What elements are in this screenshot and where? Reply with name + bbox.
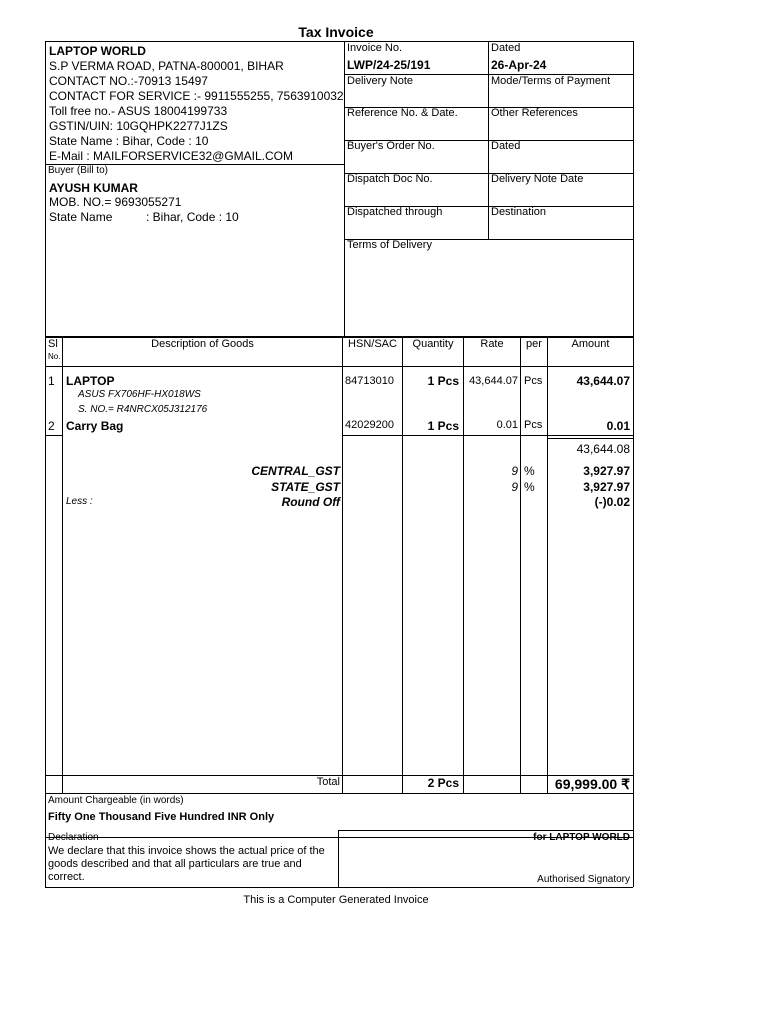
- item-sl: 2: [48, 419, 55, 433]
- seller-gstin: GSTIN/UIN: 10GQHPK2277J1ZS: [49, 119, 228, 133]
- col-header-amount: Amount: [571, 338, 610, 350]
- seller-address: S.P VERMA ROAD, PATNA-800001, BIHAR: [49, 59, 284, 73]
- col-qty-divider: [463, 337, 464, 793]
- col-header-per: per: [526, 338, 542, 350]
- buyer-state-label: State Name: [49, 210, 113, 224]
- buyer-mobile: MOB. NO.= 9693055271: [49, 195, 182, 209]
- item-amount: 0.01: [606, 419, 630, 433]
- signatory-box-top: [338, 830, 633, 831]
- item-model: ASUS FX706HF-HX018WS: [78, 389, 201, 400]
- total-label: Total: [316, 776, 340, 788]
- item-per: Pcs: [524, 419, 543, 431]
- col-sl-divider: [62, 337, 63, 793]
- total-qty: 2 Pcs: [427, 776, 459, 790]
- buyer-name: AYUSH KUMAR: [49, 181, 138, 195]
- seller-service: CONTACT FOR SERVICE :- 9911555255, 7563910032: [49, 89, 344, 103]
- buyer-state-value: : Bihar, Code : 10: [146, 210, 239, 224]
- buyer-label: Buyer (Bill to): [48, 165, 109, 176]
- dispatched-through-label: Dispatched through: [347, 206, 443, 218]
- roundoff-amount: (-)0.02: [594, 495, 630, 509]
- table-total-bottom: [45, 793, 633, 794]
- table-top-border: [45, 336, 633, 338]
- delivery-note-label: Delivery Note: [347, 75, 414, 87]
- tax-name: CENTRAL_GST: [251, 464, 340, 478]
- buyers-order-label: Buyer's Order No.: [347, 140, 435, 152]
- tax-amount: 3,927.97: [583, 480, 630, 494]
- tax-per: %: [524, 480, 535, 494]
- item-hsn: 42029200: [345, 419, 394, 431]
- col-desc-divider: [342, 337, 343, 793]
- amount-words-label: Amount Chargeable (in words): [48, 795, 184, 806]
- frame-left: [45, 41, 46, 837]
- invoice-no-label: Invoice No.: [347, 42, 403, 54]
- col-header-sl: Sl: [48, 338, 58, 350]
- item-qty: 1 Pcs: [427, 374, 459, 388]
- declaration-label: Declaration: [48, 832, 99, 843]
- col-header-quantity: Quantity: [412, 338, 454, 350]
- reference-label: Reference No. & Date.: [347, 107, 458, 119]
- destination-label: Destination: [491, 206, 547, 218]
- seller-name: LAPTOP WORLD: [49, 44, 146, 58]
- subtotal-top-line: [547, 438, 633, 439]
- bottom-border: [45, 887, 633, 888]
- item-rate: 43,644.07: [469, 375, 518, 387]
- col-hsn-divider: [402, 337, 403, 793]
- amount-words-value: Fifty One Thousand Five Hundred INR Only: [48, 811, 275, 823]
- items-block-line-left: [45, 435, 63, 436]
- item-name: LAPTOP: [66, 374, 115, 388]
- less-label: Less :: [66, 496, 93, 507]
- frame-right: [633, 41, 634, 837]
- other-references-label: Other References: [491, 107, 578, 119]
- mode-terms-label: Mode/Terms of Payment: [491, 75, 611, 87]
- seller-email: E-Mail : MAILFORSERVICE32@GMAIL.COM: [49, 149, 294, 163]
- seller-contact: CONTACT NO.:-70913 15497: [49, 74, 208, 88]
- tax-rate: 9: [511, 480, 518, 494]
- frame-top: [45, 41, 633, 42]
- col-header-hsn: HSN/SAC: [348, 338, 397, 350]
- invoice-title: Tax Invoice: [298, 24, 374, 40]
- col-header-description: Description of Goods: [151, 338, 254, 350]
- dated2-label: Dated: [491, 140, 521, 152]
- items-block-line-right: [343, 435, 633, 436]
- declaration-text: correct.: [48, 871, 85, 883]
- signatory-for: for LAPTOP WORLD: [533, 832, 630, 843]
- terms-of-delivery-label: Terms of Delivery: [347, 239, 432, 251]
- invoice-no: LWP/24-25/191: [347, 58, 431, 72]
- delivery-note-date-label: Delivery Note Date: [491, 173, 584, 185]
- item-qty: 1 Pcs: [427, 419, 459, 433]
- col-rate-divider: [520, 337, 521, 793]
- declaration-left: [45, 837, 46, 887]
- header-divider: [344, 41, 345, 337]
- item-amount: 43,644.07: [576, 374, 630, 388]
- col-per-divider: [547, 337, 548, 793]
- item-name: Carry Bag: [66, 419, 124, 433]
- tax-per: %: [524, 464, 535, 478]
- seller-tollfree: Toll free no.- ASUS 18004199733: [49, 104, 228, 118]
- declaration-text: We declare that this invoice shows the actual price of the: [48, 845, 325, 857]
- footer-note: This is a Computer Generated Invoice: [243, 894, 429, 906]
- signatory-box-right: [633, 837, 634, 887]
- tax-rate: 9: [511, 464, 518, 478]
- item-rate: 0.01: [496, 419, 518, 431]
- col-header-rate: Rate: [480, 338, 504, 350]
- total-amount: 69,999.00 ₹: [554, 776, 630, 792]
- tax-amount: 3,927.97: [583, 464, 630, 478]
- roundoff-label: Round Off: [281, 495, 340, 509]
- authorised-signatory: Authorised Signatory: [537, 874, 630, 885]
- item-hsn: 84713010: [345, 375, 394, 387]
- item-serial: S. NO.= R4NRCX05J312176: [78, 404, 208, 415]
- declaration-text: goods described and that all particulars are true and: [48, 858, 302, 870]
- subtotal-amount: 43,644.08: [576, 442, 630, 456]
- dispatch-doc-label: Dispatch Doc No.: [347, 173, 433, 185]
- tax-name: STATE_GST: [271, 480, 340, 494]
- col-header-no: No.: [48, 352, 61, 361]
- item-per: Pcs: [524, 375, 543, 387]
- table-header-bottom: [45, 366, 633, 367]
- dated-label: Dated: [491, 42, 521, 54]
- signatory-box-left: [338, 830, 339, 887]
- seller-state: State Name : Bihar, Code : 10: [49, 134, 209, 148]
- invoice-date: 26-Apr-24: [491, 58, 547, 72]
- item-sl: 1: [48, 374, 55, 388]
